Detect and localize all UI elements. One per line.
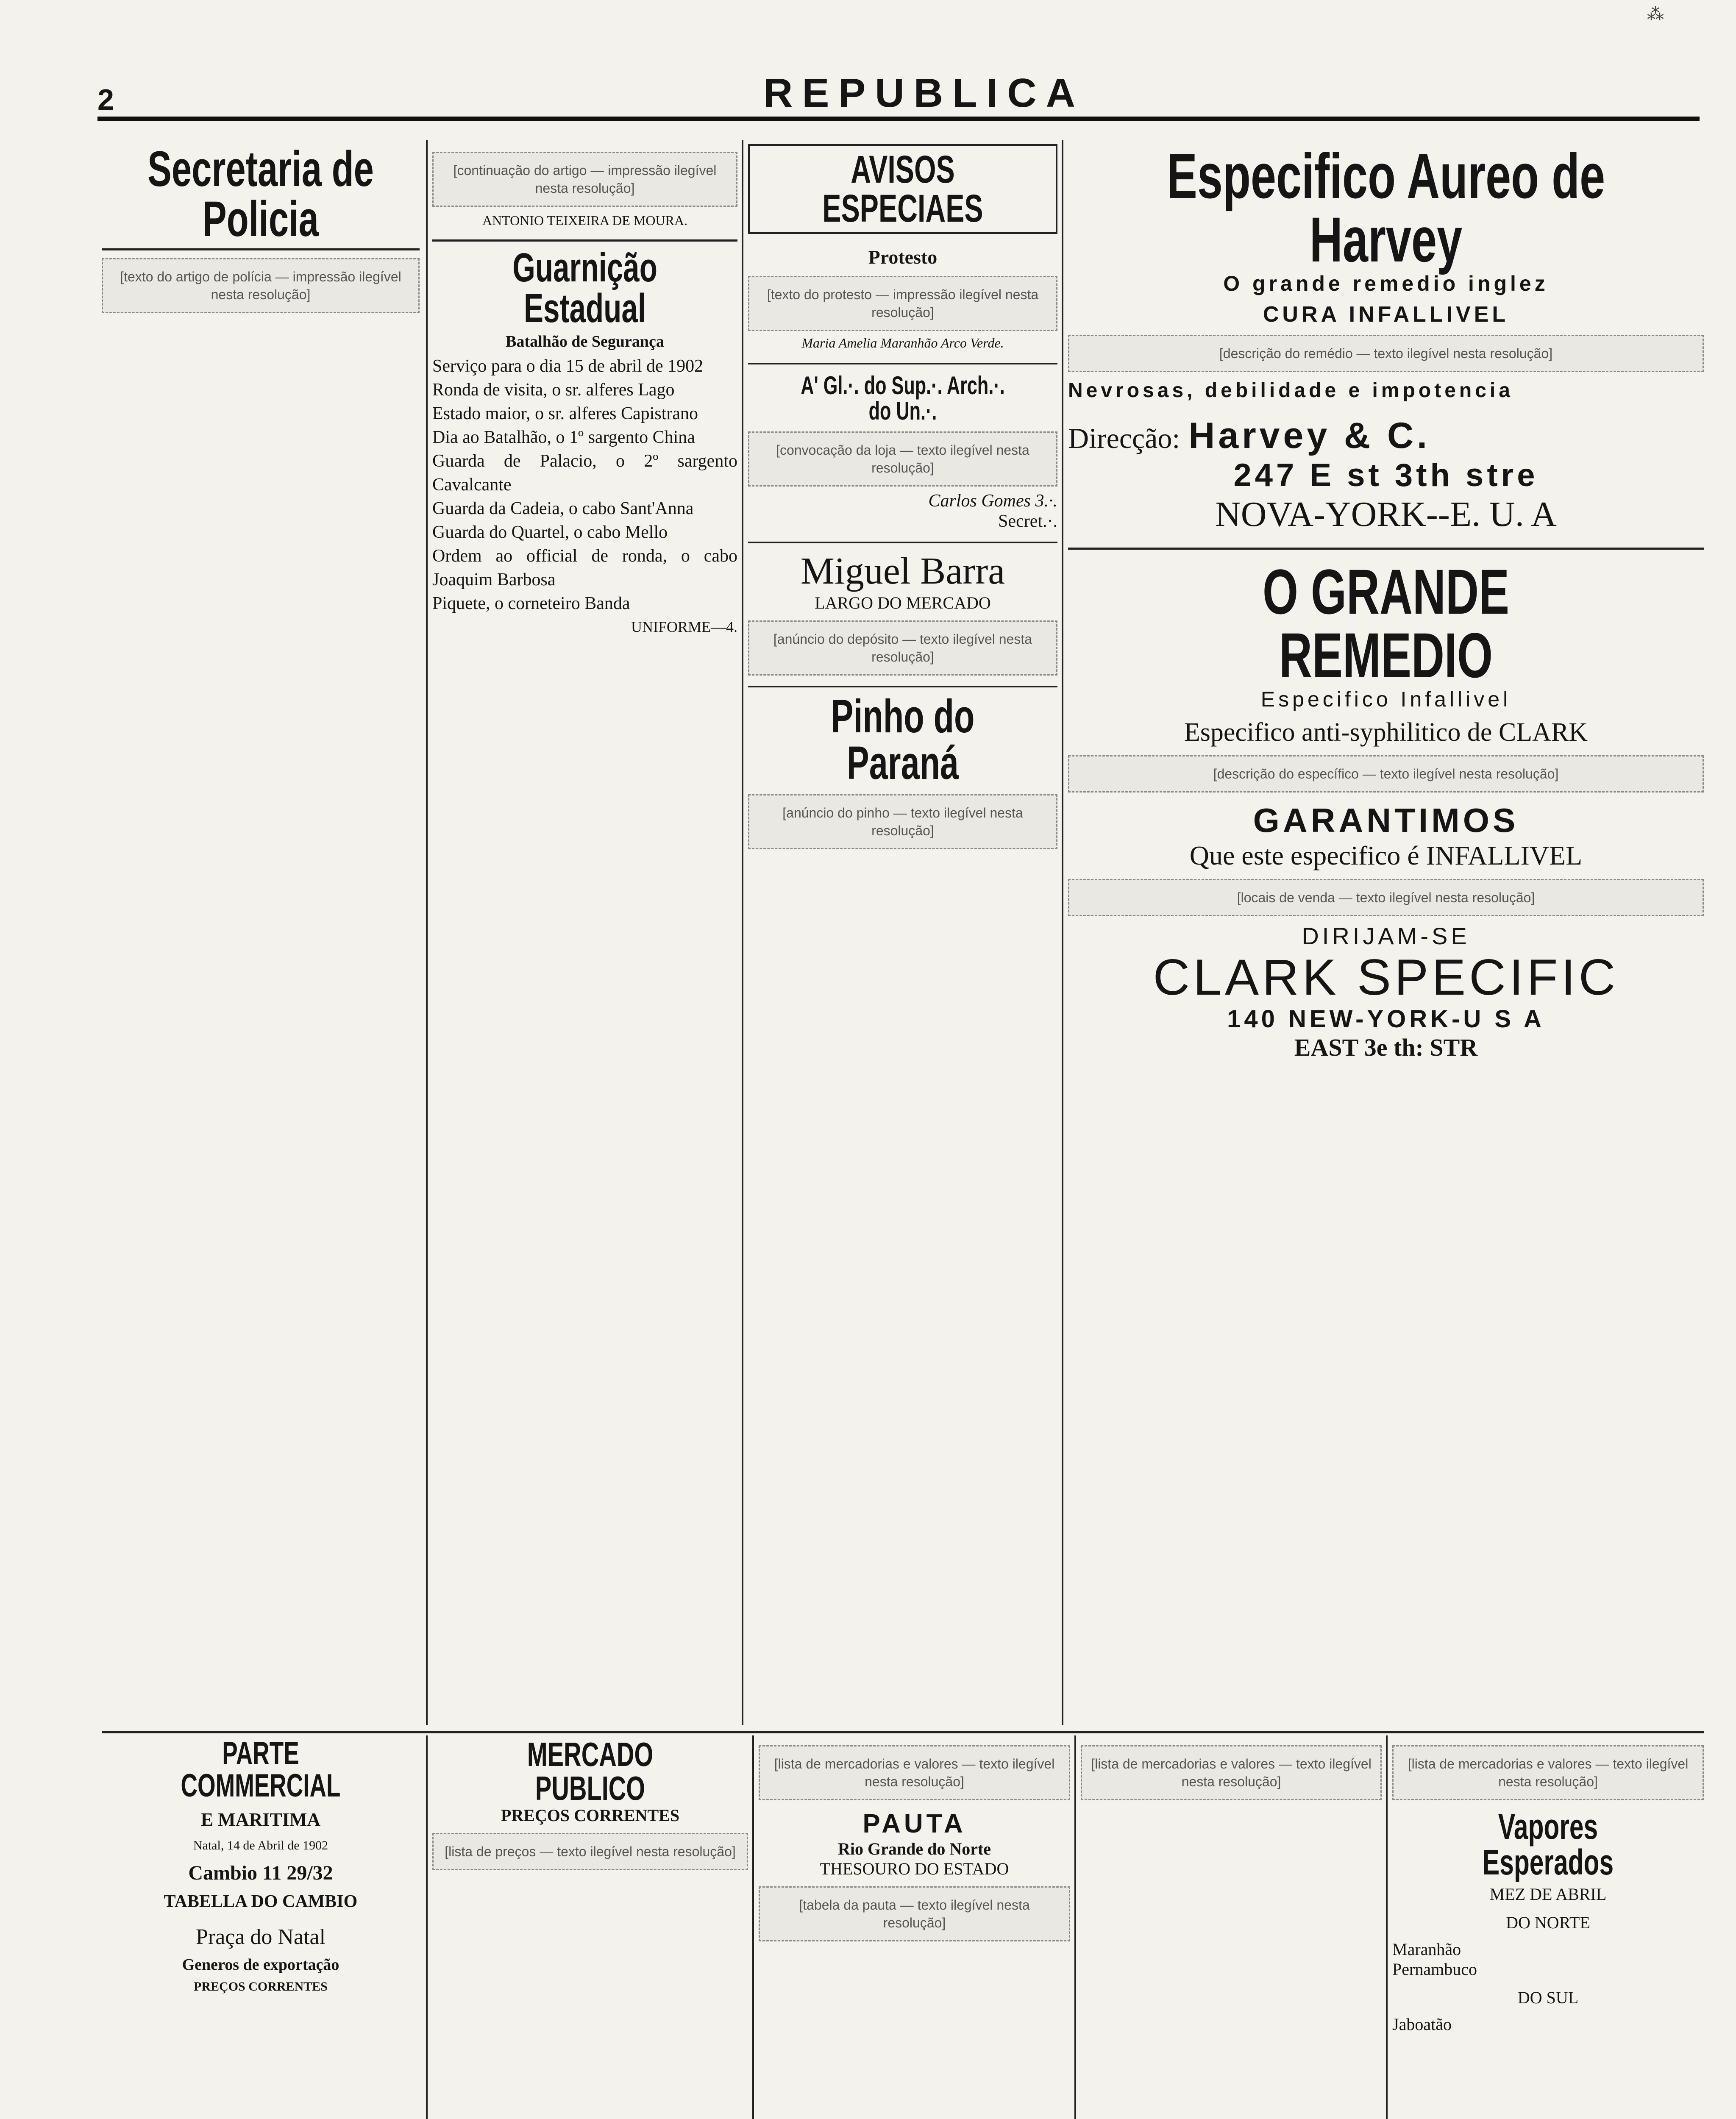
illegible-text-placeholder: [lista de preços — texto ilegível nesta resolução]: [432, 1833, 748, 1870]
direccao-name: Harvey & C.: [1188, 415, 1431, 456]
harvey-direccao: [1068, 415, 1704, 457]
vapores-row: Maranhão: [1392, 1940, 1461, 1959]
garantimos-title: GARANTIMOS: [1253, 801, 1519, 839]
illegible-text-placeholder: [texto do artigo de polícia — impressão ilegível nesta resolução]: [102, 258, 420, 313]
illegible-text-placeholder: [continuação do artigo — impressão ilegível nesta resolução]: [432, 152, 737, 207]
protesto-signature: Maria Amelia Maranhão Arco Verde.: [801, 335, 1004, 350]
column-divider: [1386, 1735, 1388, 2119]
column-divider: [1074, 1735, 1076, 2119]
illegible-text-placeholder: [locais de venda — texto ilegível nesta resolução]: [1068, 879, 1704, 916]
masonic-role: Secret.·.: [998, 512, 1057, 531]
mercado-publico: [432, 1738, 748, 2119]
vapores-row: Pernambuco: [1392, 1960, 1477, 1979]
clark-address: 140 NEW-YORK-U S A: [1227, 1005, 1545, 1033]
masthead: [97, 70, 1700, 121]
ad-divider: [1068, 548, 1704, 550]
remedio-subtitle: Especifico Infallivel: [1260, 687, 1511, 711]
corner-mark: ⁂: [1647, 5, 1664, 24]
parte-subtitle: E MARITIMA: [200, 1809, 321, 1830]
masonic-block: [748, 363, 1057, 531]
illegible-text-placeholder: [lista de mercadorias e valores — texto ilegível nesta resolução]: [1392, 1745, 1704, 1800]
praca-title: Praça do Natal: [195, 1925, 326, 1949]
direccao-label: Direcção:: [1068, 422, 1180, 454]
mercadorias-column: [1081, 1738, 1382, 2119]
parte-commercial: [102, 1738, 420, 2119]
harvey-cura: CURA INFALLIVEL: [1263, 302, 1509, 327]
guarnicao-line: Serviço para o dia 15 de abril de 1902: [432, 356, 704, 376]
guarnicao-subtitle: Batalhão de Segurança: [506, 333, 664, 350]
guarnicao-line: Guarda do Quartel, o cabo Mello: [432, 523, 668, 542]
column-anuncios: [1068, 144, 1704, 1721]
guarnicao-line: Ordem ao official de ronda, o cabo Joaquim Barbosa: [432, 546, 737, 590]
protesto-title: Protesto: [868, 246, 938, 268]
guarnicao-line: Ronda de visita, o sr. alferes Lago: [432, 380, 675, 400]
pauta-title: PAUTA: [862, 1809, 966, 1838]
signature: ANTONIO TEIXEIRA DE MOURA.: [482, 213, 688, 228]
guarnicao-line: Guarda da Cadeia, o cabo Sant'Anna: [432, 499, 694, 518]
pauta-sub2: THESOURO DO ESTADO: [820, 1859, 1009, 1878]
harvey-title: Especifico Aureo de Harvey: [1166, 144, 1605, 275]
parte-date: Natal, 14 de Abril de 1902: [193, 1838, 328, 1852]
illegible-text-placeholder: [descrição do remédio — texto ilegível nesta resolução]: [1068, 335, 1704, 372]
guarnicao-line: Dia ao Batalhão, o 1º sargento China: [432, 428, 695, 447]
vapores-sul: DO SUL: [1517, 1988, 1579, 2007]
pinho-block: [748, 686, 1057, 849]
miguel-barra-title: Miguel Barra: [800, 550, 1005, 592]
illegible-text-placeholder: [anúncio do depósito — texto ilegível nesta resolução]: [748, 620, 1057, 676]
column-avisos: [748, 144, 1057, 1721]
newspaper-name: REPUBLICA: [763, 70, 1085, 116]
illegible-text-placeholder: [tabela da pauta — texto ilegível nesta resolução]: [759, 1886, 1070, 1941]
tabella-title: TABELLA DO CAMBIO: [164, 1892, 358, 1911]
masonic-signature: Carlos Gomes 3.·.: [928, 491, 1057, 511]
garantimos-line: Que este especifico é INFALLIVEL: [1189, 840, 1583, 870]
clark-title: CLARK SPECIFIC: [1153, 949, 1619, 1006]
guarnicao-line: Estado maior, o sr. alferes Capistrano: [432, 404, 698, 423]
illegible-text-placeholder: [lista de mercadorias e valores — texto ilegível nesta resolução]: [1081, 1745, 1382, 1800]
parte-title: PARTE COMMERCIAL: [181, 1738, 341, 1804]
column-divider: [426, 140, 428, 1725]
dirijam-label: DIRIJAM-SE: [1302, 923, 1470, 949]
vapores-row: Jaboatão: [1392, 2015, 1452, 2034]
column-two: [432, 144, 737, 1721]
column-divider: [426, 1735, 428, 2119]
remedio-title: O GRANDE REMEDIO: [1262, 556, 1510, 691]
masonic-title: A' Gl.·. do Sup.·. Arch.·. do Un.·.: [801, 371, 1005, 425]
illegible-text-placeholder: [descrição do específico — texto ilegível nesta resolução]: [1068, 755, 1704, 793]
page-number: 2: [97, 83, 114, 116]
vapores-title: Vapores Esperados: [1482, 1807, 1614, 1882]
remedio-lead: Especifico anti-syphilitico de CLARK: [1184, 718, 1588, 747]
vapores-column: [1392, 1738, 1704, 2119]
guarnicao-signature: UNIFORME—4.: [631, 618, 737, 635]
cambio: Cambio 11 29/32: [188, 1862, 333, 1884]
mercado-title: MERCADO PUBLICO: [527, 1738, 654, 1807]
direccao-city: NOVA-YORK--E. U. A: [1215, 495, 1557, 534]
pauta-column: [759, 1738, 1070, 2119]
mercado-subtitle: PREÇOS CORRENTES: [501, 1806, 680, 1825]
illegible-text-placeholder: [convocação da loja — texto ilegível nesta resolução]: [748, 431, 1057, 487]
column-divider: [742, 140, 743, 1725]
illegible-text-placeholder: [lista de mercadorias e valores — texto ilegível nesta resolução]: [759, 1745, 1070, 1800]
harvey-subtitle: O grande remedio inglez: [1223, 272, 1549, 295]
guarnicao-block: [432, 239, 737, 636]
column-divider: [1062, 140, 1063, 1725]
harvey-nevroses: Nevrosas, debilidade e impotencia: [1068, 379, 1513, 402]
vapores-norte: DO NORTE: [1506, 1913, 1590, 1932]
generos-title: Generos de exportação: [182, 1956, 339, 1974]
clark-street: EAST 3e th: STR: [1294, 1034, 1478, 1061]
miguel-barra-subtitle: LARGO DO MERCADO: [815, 593, 991, 612]
illegible-text-placeholder: [anúncio do pinho — texto ilegível nesta resolução]: [748, 794, 1057, 849]
pinho-title: Pinho do Paraná: [831, 690, 975, 789]
direccao-address: 247 E st 3th stre: [1233, 457, 1538, 493]
guarnicao-line: Guarda de Palacio, o 2º sargento Cavalcante: [432, 451, 737, 495]
column-divider: [752, 1735, 754, 2119]
guarnicao-title: Guarnição Estadual: [512, 245, 657, 331]
miguel-barra-block: [748, 542, 1057, 676]
illegible-text-placeholder: [texto do protesto — impressão ilegível nesta resolução]: [748, 276, 1057, 331]
column-policia: [102, 144, 420, 1721]
vapores-month: MEZ DE ABRIL: [1489, 1885, 1607, 1904]
section-divider: [102, 1731, 1704, 1733]
pauta-sub1: Rio Grande do Norte: [837, 1839, 991, 1858]
avisos-title: AVISOS ESPECIAES: [748, 144, 1057, 234]
precos-correntes: PREÇOS CORRENTES: [194, 1980, 328, 1994]
guarnicao-line: Piquete, o corneteiro Banda: [432, 594, 630, 613]
article-title: Secretaria de Policia: [102, 144, 420, 250]
